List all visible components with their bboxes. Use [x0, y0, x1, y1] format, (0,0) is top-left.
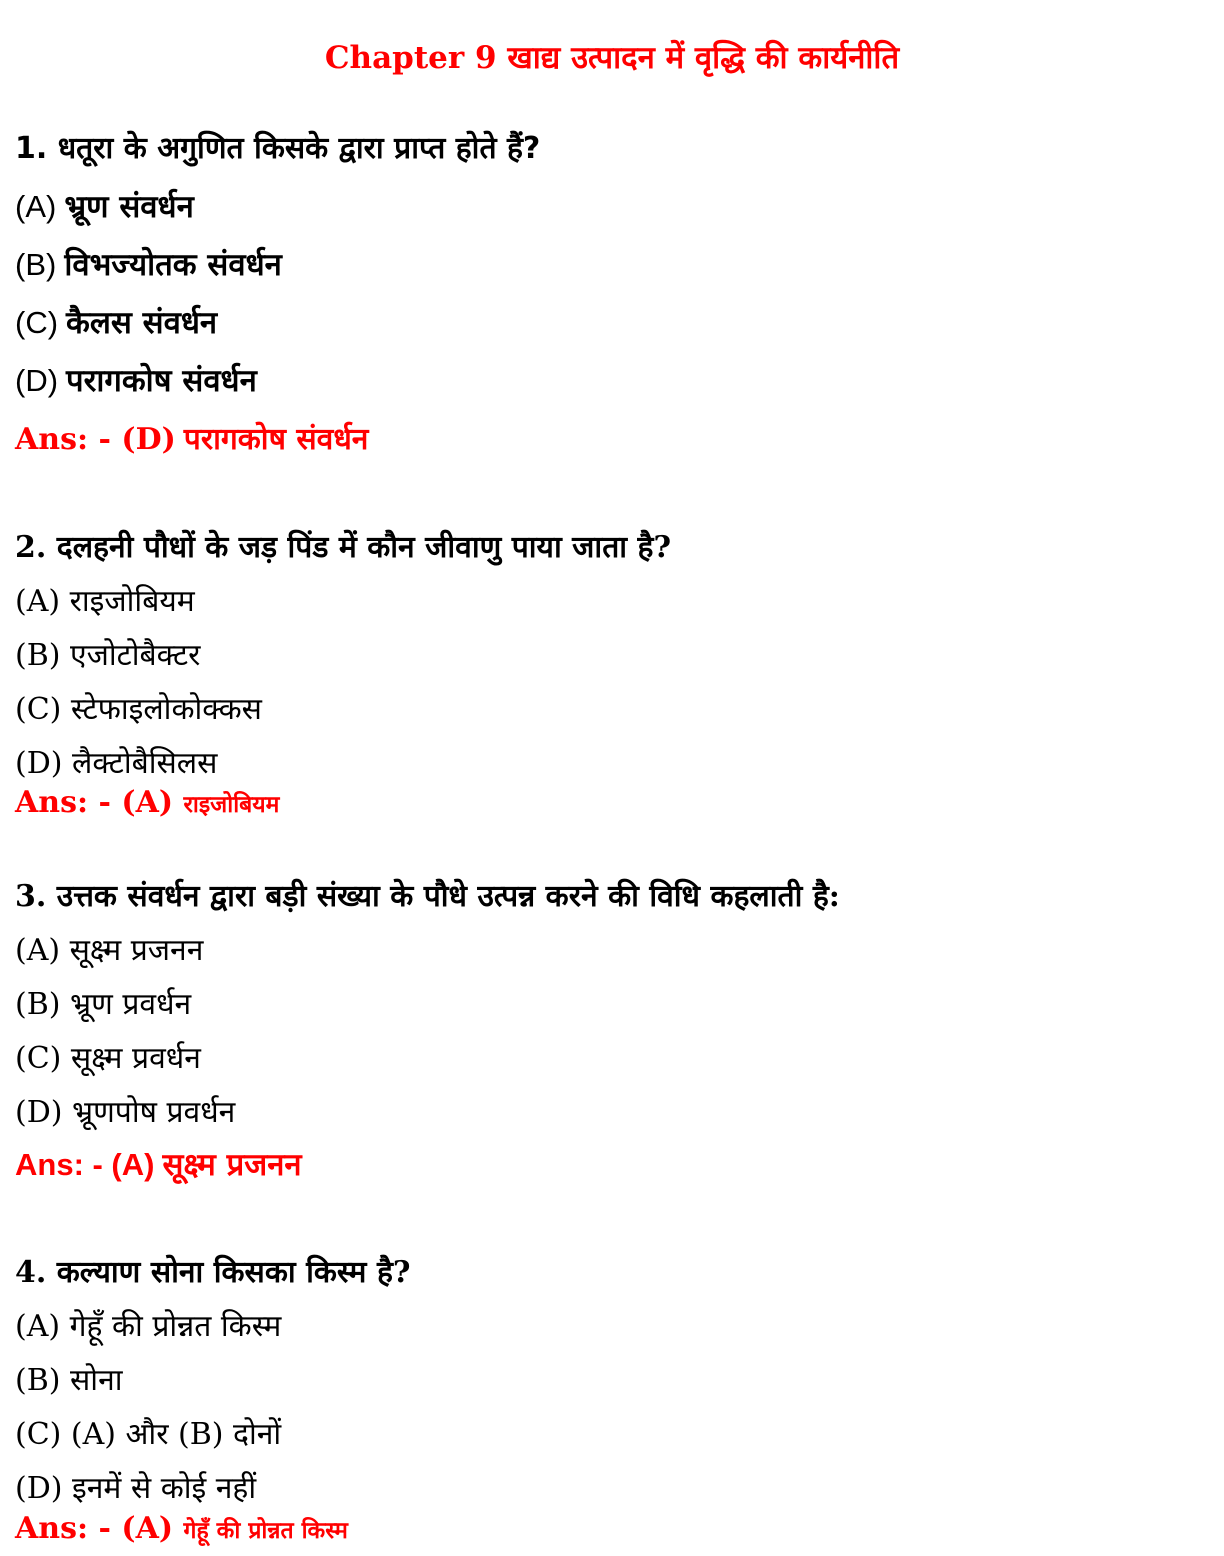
question-2-option-b: [15, 633, 200, 674]
option-label: (D): [15, 1095, 63, 1130]
option-text: सूक्ष्म प्रवर्धन: [70, 1041, 201, 1076]
question-1-text: 1. धतूरा के अगुणित किसके द्वारा प्राप्त होते हैं?: [15, 131, 541, 166]
option-label: (A): [15, 189, 57, 224]
question-3-option-a: [15, 928, 203, 969]
question-1-option-d: [15, 359, 257, 401]
question-3-option-d: [15, 1090, 235, 1131]
question-4-option-c: [15, 1412, 281, 1453]
option-label: (C): [15, 1417, 62, 1452]
question-3-option-c: [15, 1036, 201, 1077]
question-4-option-d: [15, 1466, 256, 1507]
option-text: विभज्योतक संवर्धन: [64, 247, 282, 283]
question-2-option-a: [15, 579, 195, 620]
option-label: (C): [15, 692, 62, 727]
question-2-option-d: [15, 741, 217, 782]
option-text: भ्रूण संवर्धन: [64, 189, 194, 225]
option-text: इनमें से कोई नहीं: [72, 1471, 257, 1506]
option-text: एजोटोबैक्टर: [70, 638, 201, 673]
option-text: सोना: [70, 1363, 123, 1398]
question-1-answer: [15, 417, 368, 458]
option-text: सूक्ष्म प्रजनन: [69, 933, 204, 968]
option-label: (D): [15, 746, 63, 781]
option-text: गेहूँ की प्रोन्नत किस्म: [69, 1309, 282, 1344]
option-label: (C): [15, 1041, 62, 1076]
option-label: (D): [15, 363, 59, 398]
option-label: (D): [15, 1471, 63, 1506]
question-1-option-a: [15, 185, 194, 227]
answer-text: राइजोबियम: [183, 792, 280, 818]
answer-text: सूक्ष्म प्रजनन: [162, 1147, 302, 1183]
option-text: परागकोष संवर्धन: [66, 363, 257, 399]
question-3-answer: [15, 1143, 302, 1185]
option-label: (A): [15, 1309, 61, 1344]
question-2-option-c: [15, 687, 262, 728]
answer-prefix: Ans: - (D): [15, 422, 176, 457]
answer-prefix: Ans: - (A): [15, 1511, 174, 1546]
option-text: भ्रूणपोष प्रवर्धन: [72, 1095, 236, 1130]
question-4-answer: [15, 1511, 348, 1546]
question-4-option-b: [15, 1358, 123, 1399]
option-label: (A): [15, 584, 61, 619]
answer-prefix: Ans: - (A): [15, 1147, 155, 1182]
option-label: (A): [15, 933, 61, 968]
answer-text: गेहूँ की प्रोन्नत किस्म: [183, 1518, 348, 1544]
question-1-option-c: [15, 301, 217, 343]
question-1-option-b: [15, 243, 282, 285]
option-label: (C): [15, 305, 59, 340]
option-label: (B): [15, 247, 57, 282]
option-text: कैलस संवर्धन: [66, 305, 218, 341]
option-text: लैक्टोबैसिलस: [72, 746, 218, 781]
question-3-option-b: [15, 982, 191, 1023]
answer-text: परागकोष संवर्धन: [183, 422, 369, 457]
option-text: राइजोबियम: [69, 584, 195, 619]
option-text: (A) और (B) दोनों: [70, 1417, 282, 1452]
answer-prefix: Ans: - (A): [15, 785, 174, 820]
option-label: (B): [15, 1363, 61, 1398]
option-label: (B): [15, 638, 61, 673]
chapter-title: Chapter 9 खाद्य उत्पादन में वृद्धि की कार्यनीति: [324, 40, 900, 76]
question-4-option-a: [15, 1304, 281, 1345]
question-2-text: 2. दलहनी पौधों के जड़ पिंड में कौन जीवाणु पाया जाता है?: [15, 530, 672, 565]
question-2-answer: [15, 785, 279, 820]
question-3-text: 3. उत्तक संवर्धन द्वारा बड़ी संख्या के पौधे उत्पन्न करने की विधि कहलाती है:: [15, 879, 840, 914]
question-4-text: 4. कल्याण सोना किसका किस्म है?: [15, 1255, 411, 1290]
option-text: भ्रूण प्रवर्धन: [70, 987, 192, 1022]
option-text: स्टेफाइलोकोक्कस: [70, 692, 262, 727]
option-label: (B): [15, 987, 61, 1022]
